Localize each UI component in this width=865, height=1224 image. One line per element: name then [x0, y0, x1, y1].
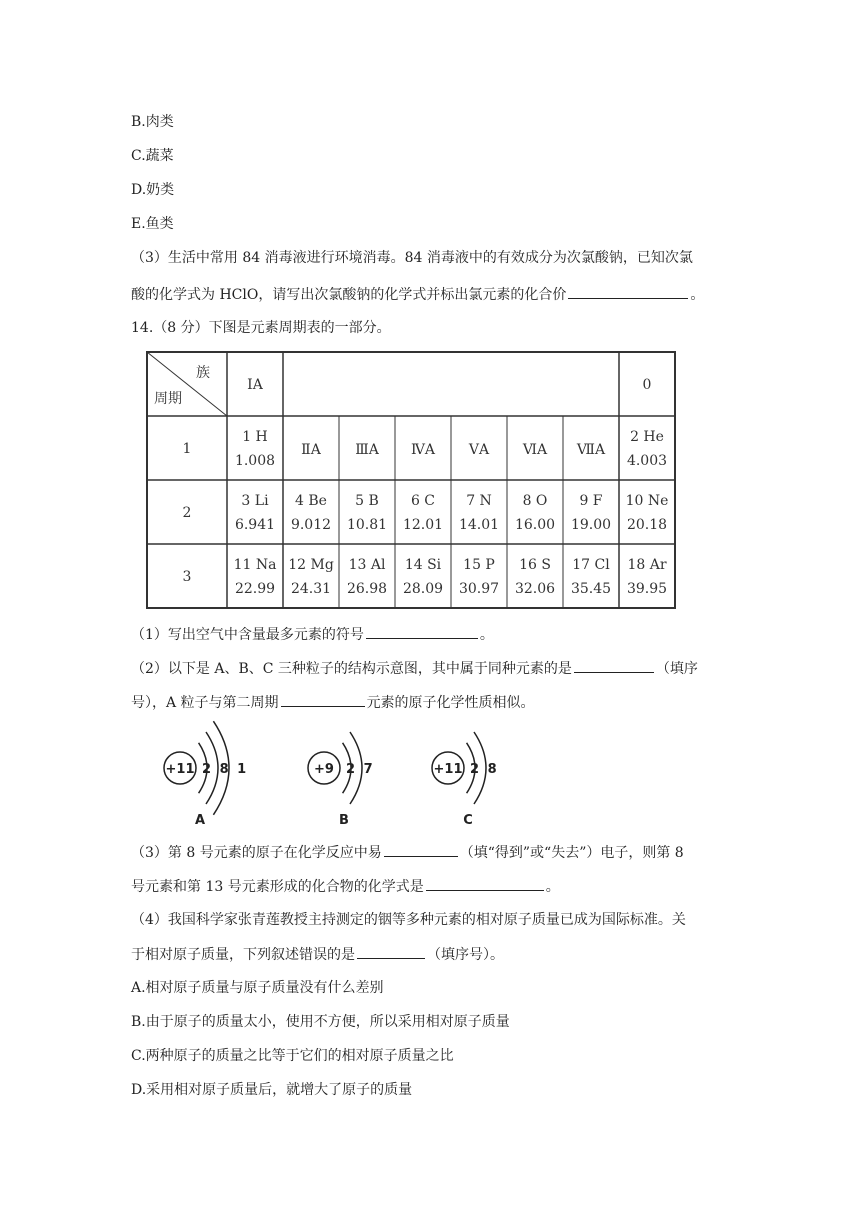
- group-ia: IA: [247, 377, 263, 393]
- element-mass: 16.00: [514, 517, 556, 533]
- element-symbol: 5 B: [355, 493, 379, 509]
- group-header: ⅡA: [301, 442, 321, 458]
- q13-3-line2: [131, 284, 704, 305]
- answer-blank[interactable]: [574, 658, 654, 673]
- period-label: 2: [182, 505, 192, 521]
- q14-2-text: （2）以下是 A、B、C 三种粒子的结构示意图，其中属于同种元素的是: [131, 661, 572, 677]
- q14-4-line1: （4）我国科学家张青莲教授主持测定的铟等多种元素的相对原子质量已成为国际标准。关: [131, 912, 686, 928]
- q14-4-text: 于相对原子质量，下列叙述错误的是: [131, 947, 355, 963]
- option-d: D.采用相对原子质量后，就增大了原子的质量: [131, 1082, 413, 1098]
- answer-blank[interactable]: [281, 692, 365, 707]
- atom-diagram: [432, 732, 499, 828]
- group-header: ⅥA: [522, 442, 548, 458]
- element-symbol: 13 Al: [348, 557, 386, 573]
- q14-3-text2: 号元素和第 13 号元素形成的化合物的化学式是: [131, 879, 424, 895]
- q14-2-text2: 号），A 粒子与第二周期: [131, 695, 279, 711]
- element-mass: 30.97: [458, 581, 500, 597]
- option-d-dairy: D.奶类: [131, 182, 175, 198]
- electron-counts: 2 8: [470, 762, 499, 777]
- nucleus-charge: +9: [314, 762, 334, 777]
- q14-1: [131, 624, 494, 645]
- header-zu: 族: [196, 365, 210, 381]
- q14-2-line1: [131, 658, 698, 679]
- period: 。: [545, 879, 560, 895]
- header-zhouqi: 周期: [154, 391, 182, 407]
- element-mass: 39.95: [626, 581, 668, 597]
- atom-diagram: [308, 732, 375, 828]
- answer-blank[interactable]: [384, 842, 458, 857]
- group-header: ⅤA: [468, 442, 490, 458]
- group-header: ⅦA: [576, 442, 606, 458]
- element-mass: 20.18: [626, 517, 668, 533]
- option-e-fish: E.鱼类: [131, 216, 174, 232]
- electron-counts: 2 7: [346, 762, 375, 777]
- electron-counts: 2 8 1: [202, 762, 249, 777]
- element-mass: 28.09: [402, 581, 444, 597]
- atom-label: B: [339, 813, 349, 828]
- h-mass: 1.008: [234, 453, 276, 469]
- nucleus-charge: +11: [433, 762, 463, 777]
- q14-3-line1: [131, 842, 684, 863]
- element-mass: 24.31: [290, 581, 332, 597]
- option-a: A.相对原子质量与原子质量没有什么差别: [131, 980, 384, 996]
- element-symbol: 9 F: [579, 493, 603, 509]
- answer-blank[interactable]: [426, 876, 544, 891]
- option-c: C.两种原子的质量之比等于它们的相对原子质量之比: [131, 1048, 454, 1064]
- element-symbol: 3 Li: [241, 493, 269, 509]
- group-header: ⅢA: [355, 442, 379, 458]
- answer-blank[interactable]: [357, 944, 425, 959]
- answer-blank[interactable]: [366, 624, 478, 639]
- element-mass: 19.00: [570, 517, 612, 533]
- group-0: 0: [642, 377, 652, 393]
- element-symbol: 11 Na: [233, 557, 277, 573]
- element-mass: 14.01: [458, 517, 500, 533]
- q14-1-text: （1）写出空气中含量最多元素的符号: [131, 627, 364, 643]
- option-b-meat: B.肉类: [131, 114, 174, 130]
- group-header: ⅣA: [410, 442, 436, 458]
- element-mass: 22.99: [234, 581, 276, 597]
- element-mass: 35.45: [570, 581, 612, 597]
- option-c-vegetables: C.蔬菜: [131, 148, 174, 164]
- element-symbol: 15 P: [463, 557, 495, 573]
- element-mass: 10.81: [346, 517, 388, 533]
- q14-2-line2: [131, 692, 535, 713]
- q14-3-tail: （填“得到”或“失去”）电子，则第 8: [459, 845, 684, 861]
- element-symbol: 12 Mg: [288, 557, 334, 573]
- element-symbol: 16 S: [519, 557, 551, 573]
- element-symbol: 17 Cl: [572, 557, 610, 573]
- q14-4-line2: [131, 944, 504, 965]
- element-mass: 12.01: [402, 517, 444, 533]
- answer-blank[interactable]: [568, 284, 688, 299]
- h-symbol: 1 H: [242, 429, 268, 445]
- q14-3-text: （3）第 8 号元素的原子在化学反应中易: [131, 845, 382, 861]
- q14-2-tail2: 元素的原子化学性质相似。: [366, 695, 535, 711]
- element-mass: 9.012: [290, 517, 332, 533]
- q14-2-tail: （填序: [655, 661, 698, 677]
- period: 。: [690, 287, 705, 303]
- q14-3-line2: [131, 876, 560, 897]
- element-symbol: 6 C: [410, 493, 436, 509]
- element-symbol: 4 Be: [295, 493, 327, 509]
- nucleus-charge: +11: [165, 762, 195, 777]
- element-symbol: 18 Ar: [627, 557, 667, 573]
- element-symbol: 14 Si: [404, 557, 442, 573]
- element-symbol: 8 O: [522, 493, 548, 509]
- element-symbol: 7 N: [466, 493, 492, 509]
- q13-3-text: 酸的化学式为 HClO，请写出次氯酸钠的化学式并标出氯元素的化合价: [131, 287, 567, 303]
- period-label: 3: [182, 569, 192, 585]
- periodic-table: [146, 351, 676, 609]
- period-label: 1: [182, 441, 192, 457]
- q14-4-tail: （填序号）。: [427, 947, 504, 963]
- atom-diagram: [164, 721, 248, 828]
- period: 。: [479, 627, 494, 643]
- q14-title: 14.（8 分）下图是元素周期表的一部分。: [131, 320, 391, 336]
- he-symbol: 2 He: [630, 429, 664, 445]
- element-mass: 26.98: [346, 581, 388, 597]
- option-b: B.由于原子的质量太小，使用不方便，所以采用相对原子质量: [131, 1014, 510, 1030]
- element-symbol: 10 Ne: [625, 493, 669, 509]
- atom-label: A: [194, 813, 206, 828]
- atom-structure-diagrams: [150, 720, 530, 830]
- element-mass: 6.941: [234, 517, 276, 533]
- he-mass: 4.003: [626, 453, 668, 469]
- element-mass: 32.06: [514, 581, 556, 597]
- q13-3-line1: （3）生活中常用 84 消毒液进行环境消毒。84 消毒液中的有效成分为次氯酸钠，已知次氯: [131, 250, 693, 266]
- atom-label: C: [463, 813, 473, 828]
